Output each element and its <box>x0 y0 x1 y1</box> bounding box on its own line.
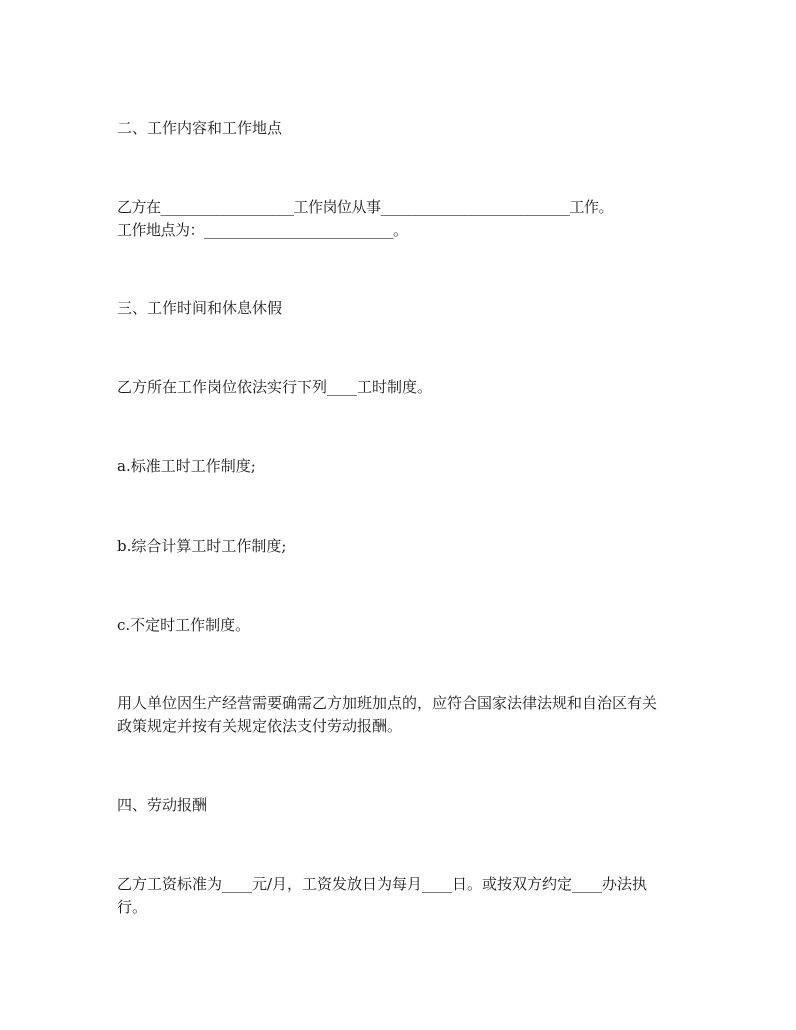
work-location-line: 工作地点为：___________________________。 <box>117 221 408 239</box>
wage-paragraph-line-2: 行。 <box>117 898 148 916</box>
section-heading-work-hours: 三、工作时间和休息休假 <box>117 299 283 317</box>
work-position-line: 乙方在___________________工作岗位从事___________________________工作。 <box>117 198 614 216</box>
option-b-comprehensive-hours: b.综合计算工时工作制度; <box>117 537 287 555</box>
work-hour-system-line: 乙方所在工作岗位依法实行下列____工时制度。 <box>117 378 433 396</box>
overtime-paragraph-line-1: 用人单位因生产经营需要确需乙方加班加点的，应符合国家法律法规和自治区有关 <box>117 694 658 712</box>
section-heading-work-content: 二、工作内容和工作地点 <box>117 119 283 137</box>
option-c-flexible-hours: c.不定时工作制度。 <box>117 616 251 634</box>
option-a-standard-hours: a.标准工时工作制度; <box>117 457 256 475</box>
overtime-paragraph-line-2: 政策规定并按有关规定依法支付劳动报酬。 <box>117 717 403 735</box>
wage-paragraph-line-1: 乙方工资标准为____元/月，工资发放日为每月____日。或按双方约定____办法执 <box>117 875 648 893</box>
section-heading-remuneration: 四、劳动报酬 <box>117 796 208 814</box>
